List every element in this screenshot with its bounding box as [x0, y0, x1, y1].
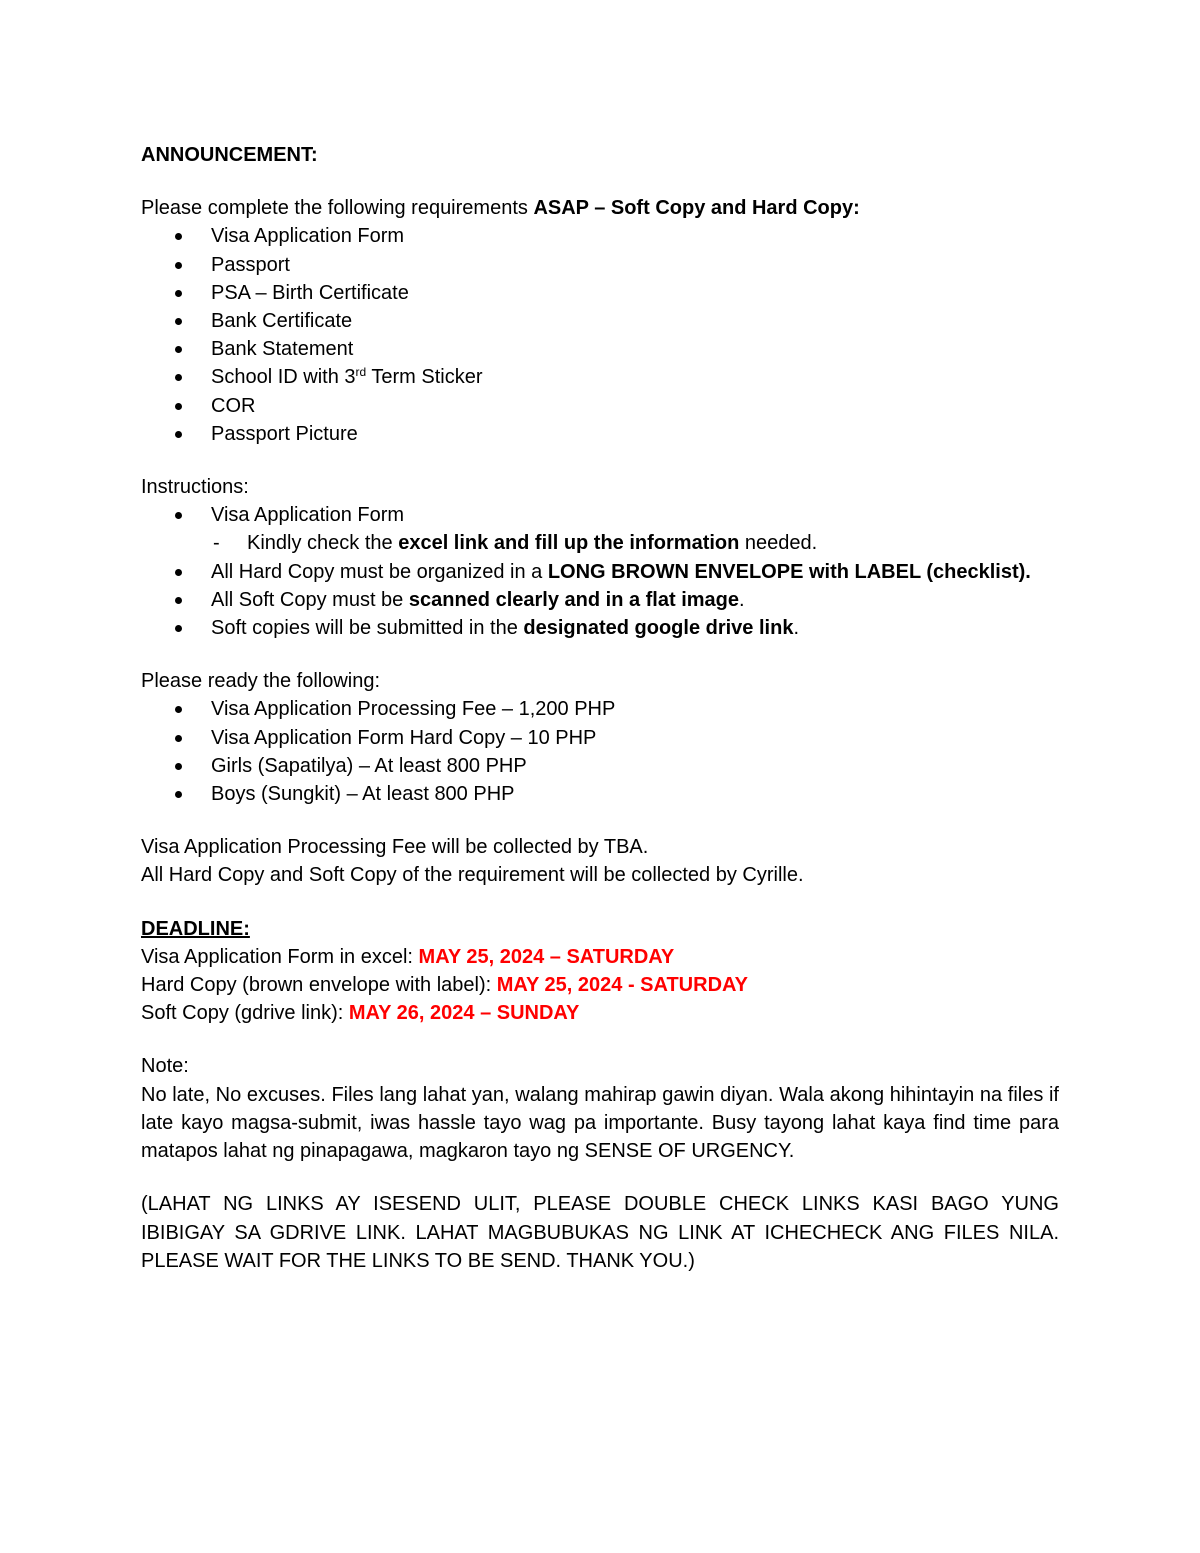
- dash-icon: -: [213, 532, 220, 555]
- list-item-text-after: .: [739, 588, 745, 611]
- list-item: [141, 752, 1059, 780]
- list-item-text: Girls (Sapatilya) – At least 800 PHP: [211, 754, 527, 777]
- bullet-icon: [175, 431, 182, 438]
- list-item: [141, 307, 1059, 335]
- list-item-text-suffix: Term Sticker: [366, 366, 483, 389]
- bullet-icon: [175, 262, 182, 269]
- bullet-icon: [175, 346, 182, 353]
- sub-text: Kindly check the: [247, 532, 399, 555]
- sub-text-after: needed.: [739, 532, 818, 555]
- instructions-list: [141, 501, 1059, 529]
- instructions-list-continued: [141, 558, 1059, 643]
- superscript: rd: [355, 365, 367, 380]
- closing-note: (LAHAT NG LINKS AY ISESEND ULIT, PLEASE DOUBLE CHECK LINKS KASI BAGO YUNG IBIBIGAY SA GDRIVE LINK. LAHAT MAGBUBUKAS NG LINK AT ICHECHECK ANG FILES NILA. PLEASE WAIT FOR THE LINKS TO BE SEND. THANK YOU.): [141, 1193, 1059, 1272]
- deadline-date: MAY 26, 2024 – SUNDAY: [348, 1002, 580, 1025]
- bullet-icon: [175, 233, 182, 240]
- deadline-label: Hard Copy (brown envelope with label):: [141, 974, 497, 997]
- list-item: [141, 222, 1059, 250]
- list-item-text: Passport Picture: [211, 422, 358, 445]
- bullet-icon: [175, 374, 182, 381]
- note-heading: Note:: [141, 1055, 189, 1078]
- list-item-text: Bank Certificate: [211, 310, 353, 333]
- bullet-icon: [175, 791, 182, 798]
- list-item: [141, 780, 1059, 808]
- deadline-label: Visa Application Form in excel:: [141, 945, 419, 968]
- deadline-label: Soft Copy (gdrive link):: [141, 1002, 349, 1025]
- fees-heading: Please ready the following:: [141, 670, 381, 693]
- list-item-text: Visa Application Form: [211, 225, 405, 248]
- list-item: [141, 420, 1059, 448]
- bullet-icon: [175, 569, 182, 576]
- list-item: [141, 363, 1059, 391]
- collection-line-2: All Hard Copy and Soft Copy of the requirement will be collected by Cyrille.: [141, 864, 804, 887]
- deadline-row: [141, 999, 1059, 1027]
- intro-text: Please complete the following requirements: [141, 197, 534, 220]
- list-item-bold: scanned clearly and in a flat image: [408, 588, 740, 611]
- list-item-text: Passport: [211, 253, 290, 276]
- bullet-icon: [175, 625, 182, 632]
- intro-bold: ASAP – Soft Copy and Hard Copy:: [533, 197, 860, 220]
- list-item: [141, 614, 1059, 642]
- bullet-icon: [175, 735, 182, 742]
- deadline-row: [141, 971, 1059, 999]
- bullet-icon: [175, 763, 182, 770]
- list-item-bold: designated google drive link: [523, 617, 794, 640]
- deadline-date: MAY 25, 2024 - SATURDAY: [496, 974, 748, 997]
- note-body: No late, No excuses. Files lang lahat yan, walang mahirap gawin diyan. Wala akong hihintayin na files if late kayo magsa-submit, iwas hassle tayo wag pa importante. Busy tayong lahat kaya find time para matapos lahat ng pinapagawa, magkaron tayo ng SENSE OF URGENCY.: [141, 1083, 1059, 1163]
- list-item-bold: LONG BROWN ENVELOPE with LABEL (checklist).: [547, 560, 1031, 583]
- list-item-text: Bank Statement: [211, 338, 354, 361]
- list-item: [141, 724, 1059, 752]
- sub-bold: excel link and fill up the information: [398, 532, 740, 555]
- list-item-text: All Soft Copy must be: [211, 588, 409, 611]
- list-item-text: COR: [211, 394, 256, 417]
- list-item-text: Boys (Sungkit) – At least 800 PHP: [211, 783, 515, 806]
- list-item-text: All Hard Copy must be organized in a: [211, 560, 548, 583]
- sub-list-item: [141, 529, 1059, 557]
- list-item: [141, 251, 1059, 279]
- fees-list: [141, 695, 1059, 808]
- bullet-icon: [175, 597, 182, 604]
- list-item-text: Visa Application Form Hard Copy – 10 PHP: [211, 726, 597, 749]
- list-item-text: Visa Application Processing Fee – 1,200 PHP: [211, 698, 616, 721]
- requirements-list: [141, 222, 1059, 448]
- intro-line: [141, 194, 1059, 222]
- list-item: [141, 392, 1059, 420]
- list-item-text: Visa Application Form: [211, 504, 405, 527]
- bullet-icon: [175, 512, 182, 519]
- bullet-icon: [175, 403, 182, 410]
- list-item-text-after: .: [793, 617, 800, 640]
- announcement-title: ANNOUNCEMENT:: [141, 144, 318, 166]
- list-item-text: School ID with 3: [211, 366, 356, 389]
- bullet-icon: [175, 290, 182, 297]
- list-item: [141, 279, 1059, 307]
- bullet-icon: [175, 706, 182, 713]
- list-item-text: PSA – Birth Certificate: [211, 281, 409, 304]
- list-item: [141, 586, 1059, 614]
- deadline-heading: DEADLINE:: [141, 917, 250, 940]
- list-item: [141, 335, 1059, 363]
- list-item: [141, 695, 1059, 723]
- deadline-date: MAY 25, 2024 – SATURDAY: [418, 945, 675, 968]
- bullet-icon: [175, 318, 182, 325]
- list-item: [141, 558, 1059, 586]
- list-item-text: Soft copies will be submitted in the: [211, 617, 524, 640]
- document-page: [141, 141, 1059, 1275]
- instructions-heading: Instructions:: [141, 476, 249, 499]
- list-item: [141, 501, 1059, 529]
- collection-line-1: Visa Application Processing Fee will be collected by TBA.: [141, 836, 649, 859]
- deadline-row: [141, 943, 1059, 971]
